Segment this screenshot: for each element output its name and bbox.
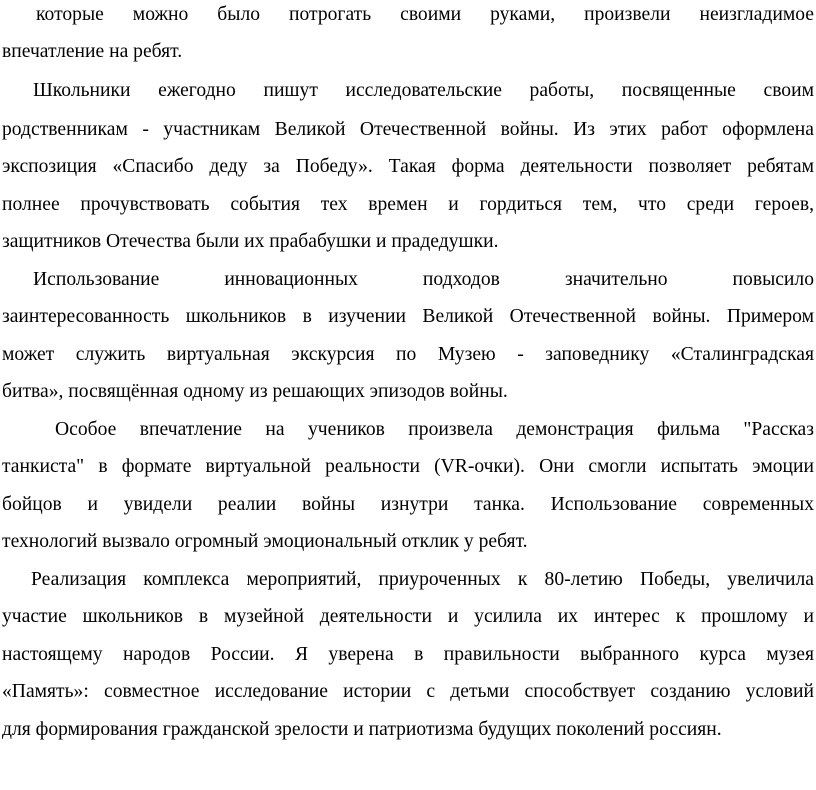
- paragraph-line: «Память»: совместное исследование истории с детьми способствует созданию условий: [2, 681, 814, 702]
- paragraph-line: может служить виртуальная экскурсия по Музею - заповеднику «Сталинградская: [2, 344, 814, 365]
- paragraph-line: Особое впечатление на учеников произвела демонстрация фильма "Рассказ: [55, 419, 814, 440]
- paragraph-line: настоящему народов России. Я уверена в правильности выбранного курса музея: [2, 644, 814, 665]
- paragraph-line: Реализация комплекса мероприятий, приуроченных к 80-летию Победы, увеличила: [31, 569, 814, 590]
- paragraph-line: которые можно было потрогать своими руками, произвели неизгладимое: [36, 4, 814, 25]
- paragraph-line: бойцов и увидели реалии войны изнутри танка. Использование современных: [2, 494, 814, 515]
- paragraph-line: Школьники ежегодно пишут исследовательские работы, посвященные своим: [33, 80, 814, 101]
- paragraph-line: для формирования гражданской зрелости и патриотизма будущих поколений россиян.: [2, 719, 722, 740]
- paragraph-line: участие школьников в музейной деятельности и усилила их интерес к прошлому и: [2, 606, 814, 627]
- paragraph-line: Использование инновационных подходов значительно повысило: [33, 269, 814, 290]
- paragraph-line: технологий вызвало огромный эмоциональный отклик у ребят.: [2, 531, 528, 552]
- paragraph-line: танкиста" в формате виртуальной реальности (VR-очки). Они смогли испытать эмоции: [2, 456, 814, 477]
- paragraph-line: экспозиция «Спасибо деду за Победу». Такая форма деятельности позволяет ребятам: [2, 156, 814, 177]
- paragraph-line: родственникам - участникам Великой Отечественной войны. Из этих работ оформлена: [2, 119, 814, 140]
- paragraph-line: битва», посвящённая одному из решающих эпизодов войны.: [2, 381, 508, 402]
- paragraph-line: защитников Отечества были их прабабушки и прадедушки.: [2, 231, 499, 252]
- paragraph-line: впечатление на ребят.: [2, 41, 183, 62]
- paragraph-line: заинтересованность школьников в изучении Великой Отечественной войны. Примером: [2, 306, 814, 327]
- paragraph-line: полнее прочувствовать события тех времен и гордиться тем, что среди героев,: [2, 194, 814, 215]
